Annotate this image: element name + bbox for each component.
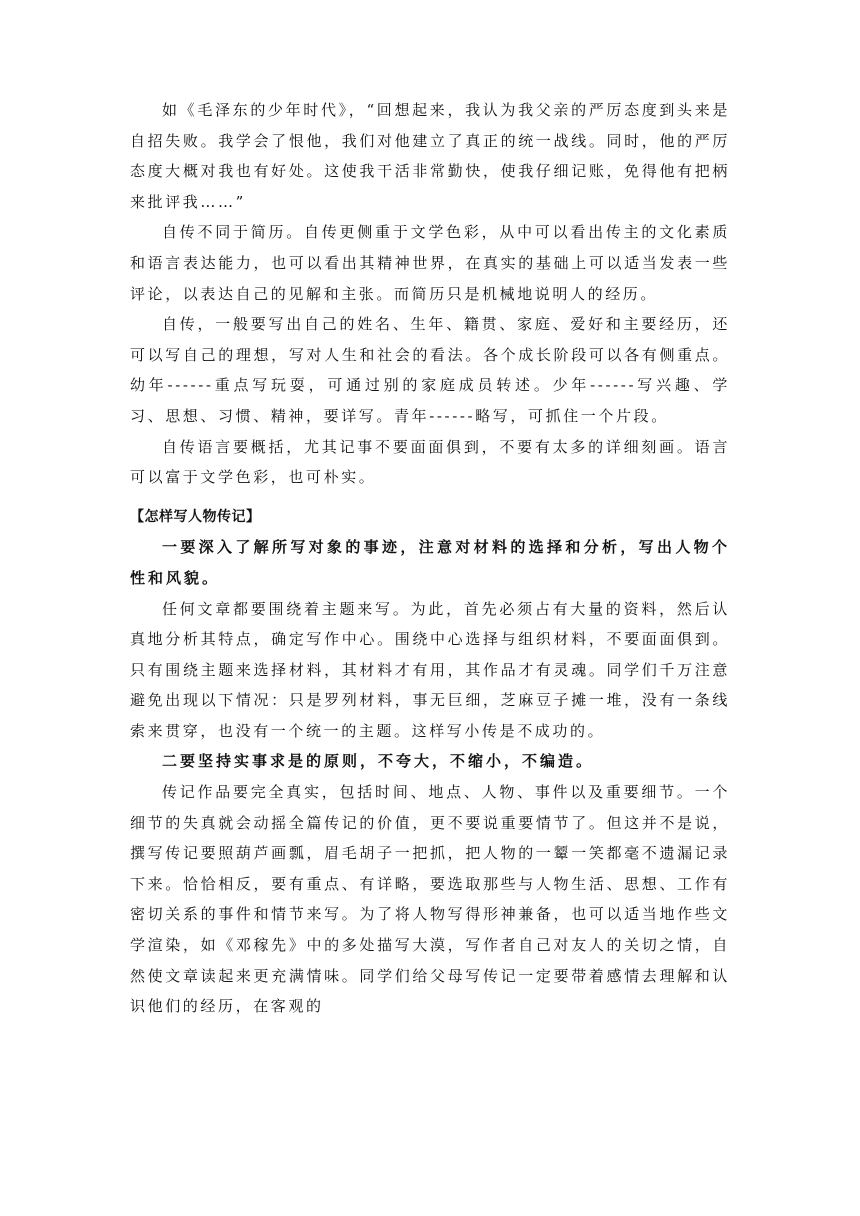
section-heading: 【怎样写人物传记】	[130, 508, 261, 525]
paragraph-mao-quote: 如《毛泽东的少年时代》，“回想起来，我认为我父亲的严厉态度到头来是自招失败。我学会了恨他，我们对他建立了真正的统一战线。同时，他的严厉态度大概对我也有好处。这使我干活非常勤快，使我仔细记账，免得他有把柄来批评我……”	[130, 101, 730, 211]
point-one-heading: 一要深入了解所写对象的事迹，注意对材料的选择和分析，写出人物个性和风貌。	[130, 538, 730, 587]
point-one-body: 任何文章都要围绕着主题来写。为此，首先必须占有大量的资料，然后认真地分析其特点，确定写作中心。围绕中心选择与组织材料，不要面面俱到。只有围绕主题来选择材料，其材料才有用，其作品才有灵魂。同学们千万注意避免出现以下情况：只是罗列材料，事无巨细，芝麻豆子摊一堆，没有一条线索来贯穿，也没有一个统一的主题。这样写小传是不成功的。	[130, 599, 730, 740]
paragraph-autobiography-language: 自传语言要概括，尤其记事不要面面俱到，不要有太多的详细刻画。语言可以富于文学色彩，也可朴实。	[130, 437, 730, 487]
point-two-heading: 二要坚持实事求是的原则，不夸大，不缩小，不编造。	[162, 752, 595, 771]
point-two-body: 传记作品要完全真实，包括时间、地点、人物、事件以及重要细节。一个细节的失真就会动摇全篇传记的价值，更不要说重要情节了。但这并不是说，撰写传记要照葫芦画瓢，眉毛胡子一把抓，把人物的一颦一笑都毫不遗漏记录下来。恰恰相反，要有重点、有详略，要选取那些与人物生活、思想、工作有密切关系的事件和情节来写。为了将人物写得形神兼备，也可以适当地作些文学渲染，如《邓稼先》中的多处描写大漠，写作者自己对友人的关切之情，自然使文章读起来更充满情味。同学们给父母写传记一定要带着感情去理解和认识他们的经历，在客观的	[130, 783, 730, 1016]
paragraph-autobiography-vs-resume: 自传不同于简历。自传更侧重于文学色彩，从中可以看出传主的文化素质和语言表达能力，也可以看出其精神世界，在真实的基础上可以适当发表一些评论，以表达自己的见解和主张。而简历只是机械地说明人的经历。	[130, 223, 730, 303]
document-page	[130, 95, 730, 1022]
paragraph-autobiography-content: 自传，一般要写出自己的姓名、生年、籍贯、家庭、爱好和主要经历，还可以写自己的理想，写对人生和社会的看法。各个成长阶段可以各有侧重点。幼年------重点写玩耍，可通过别的家庭成员转述。少年------写兴趣、学习、思想、习惯、精神，要详写。青年------略写，可抓住一个片段。	[130, 315, 730, 425]
